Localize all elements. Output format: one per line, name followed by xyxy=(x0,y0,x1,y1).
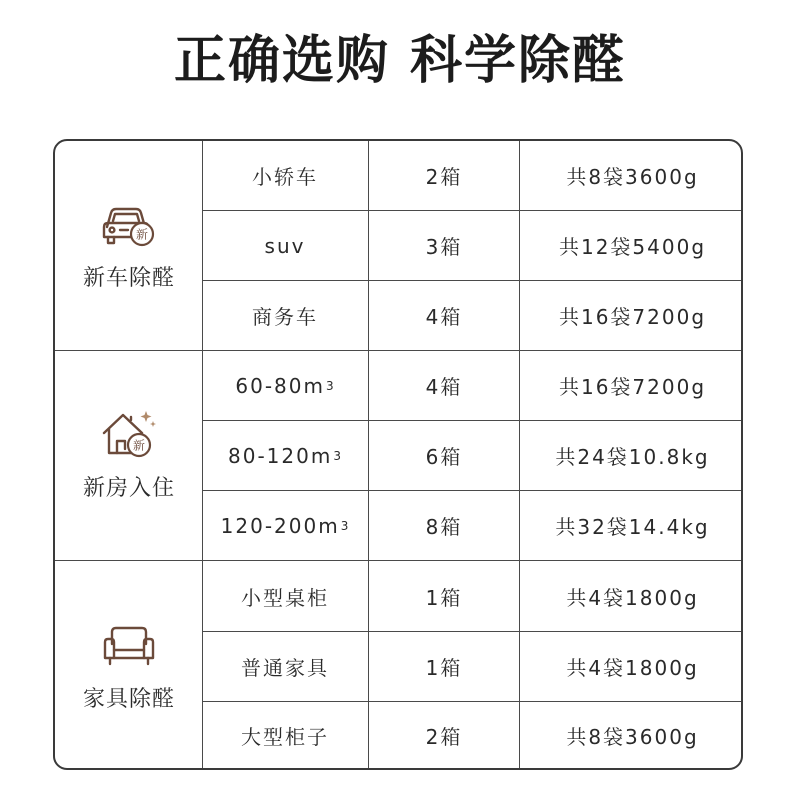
total-cell: 共32袋14.4kg xyxy=(555,515,710,539)
total-cell: 共4袋1800g xyxy=(566,585,699,610)
group-label: 新车除醛 xyxy=(82,266,175,291)
total-cell: 共12袋5400g xyxy=(558,235,707,259)
dosage-table xyxy=(53,139,743,770)
sofa-icon xyxy=(101,620,157,670)
total-cell: 共8袋3600g xyxy=(566,165,699,189)
type-cell: 120-200m 3 xyxy=(220,513,351,538)
type-cell: 80-120m 3 xyxy=(228,443,343,468)
boxes-cell: 4箱 xyxy=(425,375,463,399)
type-cell: 商务车 xyxy=(252,305,318,329)
boxes-cell: 1箱 xyxy=(425,656,463,680)
group-new-house xyxy=(55,351,203,560)
boxes-cell: 2箱 xyxy=(425,165,463,189)
svg-text:新: 新 xyxy=(132,438,146,453)
boxes-cell: 2箱 xyxy=(425,724,463,749)
boxes-cell: 6箱 xyxy=(425,445,463,469)
type-cell: 小轿车 xyxy=(252,165,318,189)
total-cell: 共24袋10.8kg xyxy=(555,445,710,469)
total-cell: 共16袋7200g xyxy=(558,375,707,399)
total-cell: 共16袋7200g xyxy=(558,305,707,329)
boxes-cell: 3箱 xyxy=(425,235,463,259)
type-cell: 大型柜子 xyxy=(241,724,329,749)
group-label: 家具除醛 xyxy=(82,687,175,712)
type-cell: suv xyxy=(264,233,306,258)
group-furniture xyxy=(55,561,203,770)
type-cell: 普通家具 xyxy=(241,656,329,680)
type-cell: 小型桌柜 xyxy=(241,585,329,610)
total-cell: 共4袋1800g xyxy=(566,656,699,680)
total-cell: 共8袋3600g xyxy=(566,724,699,749)
house-icon xyxy=(101,409,157,459)
boxes-cell: 4箱 xyxy=(425,305,463,329)
group-label: 新房入住 xyxy=(82,476,175,501)
svg-text:新: 新 xyxy=(135,227,149,242)
type-cell: 60-80m 3 xyxy=(235,373,336,398)
page-title: 正确选购 科学除醛 xyxy=(173,31,627,91)
boxes-cell: 8箱 xyxy=(425,515,463,539)
car-icon xyxy=(101,199,157,249)
boxes-cell: 1箱 xyxy=(425,585,463,610)
group-new-car xyxy=(55,141,203,350)
